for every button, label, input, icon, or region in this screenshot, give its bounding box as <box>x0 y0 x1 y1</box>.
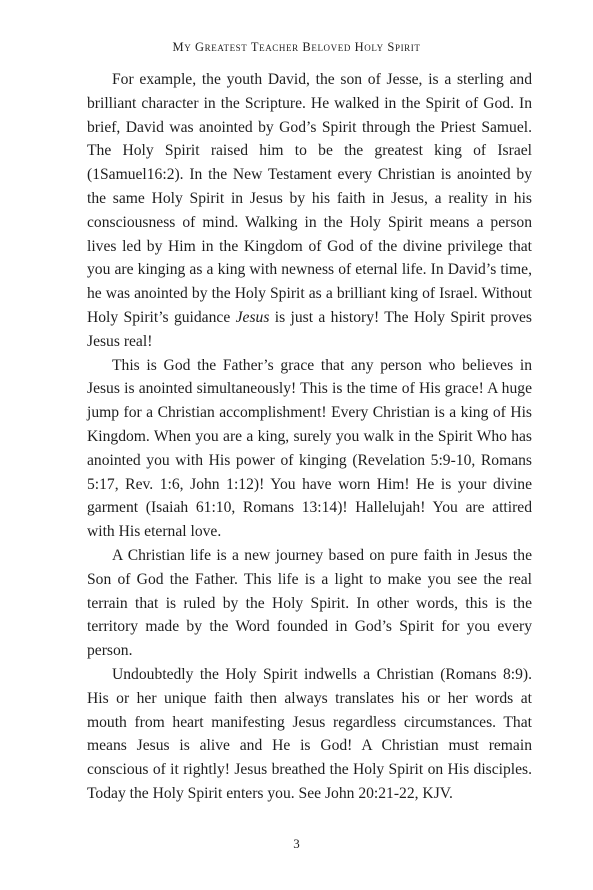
running-header: My Greatest Teacher Beloved Holy Spirit <box>172 40 421 54</box>
paragraph-1-text-b: is just a history! The Holy Spirit proves Jesus real! <box>87 308 532 350</box>
paragraph-3: A Christian life is a new journey based on pure faith in Jesus the Son of God the Father. This life is a light to make you see the real terrain that is ruled by the Holy Spirit. In other words, this is the territory made by the Word founded in God’s Spirit for you every person. <box>87 546 532 660</box>
paragraph-1-italic: Jesus <box>235 308 270 326</box>
paragraph-4: Undoubtedly the Holy Spirit indwells a Christian (Romans 8:9). His or her unique faith then always translates his or her words at mouth from heart manifesting Jesus regardless circumstances. That means Jesus is alive and He is God! A Christian must remain conscious of it rightly! Jesus breathed the Holy Spirit on His disciples. Today the Holy Spirit enters you. See John 20:21-22, KJV. <box>87 665 532 802</box>
paragraph-1-text-a: For example, the youth David, the son of Jesse, is a sterling and brilliant character in the Scripture. He walked in the Spirit of God. In brief, David was anointed by God’s Spirit through the Priest Samuel. The Holy Spirit raised him to be the greatest king of Israel (1Samuel16:2). In the New Testament every Christian is anointed by the same Holy Spirit in Jesus by his faith in Jesus, a reality in his consciousness of mind. Walking in the Holy Spirit means a person lives led by Him in the Kingdom of God of the divine privilege that you are kinging as a king with newness of eternal life. In David’s time, he was anointed by the Holy Spirit as a brilliant king of Israel. Without Holy Spirit’s guidance <box>87 71 532 326</box>
paragraph-1 <box>87 68 532 354</box>
page-number: 3 <box>293 836 300 851</box>
paragraph-2: This is God the Father’s grace that any person who believes in Jesus is anointed simultaneously! This is the time of His grace! A huge jump for a Christian accomplishment! Every Christian is a king of His Kingdom. When you are a king, surely you walk in the Spirit Who has anointed you with His power of kinging (Revelation 5:9-10, Romans 5:17, Rev. 1:6, John 1:12)! You have worn Him! He is your divine garment (Isaiah 61:10, Romans 13:14)! Hallelujah! You are attired with His eternal love. <box>87 356 532 541</box>
page-body <box>87 68 532 806</box>
